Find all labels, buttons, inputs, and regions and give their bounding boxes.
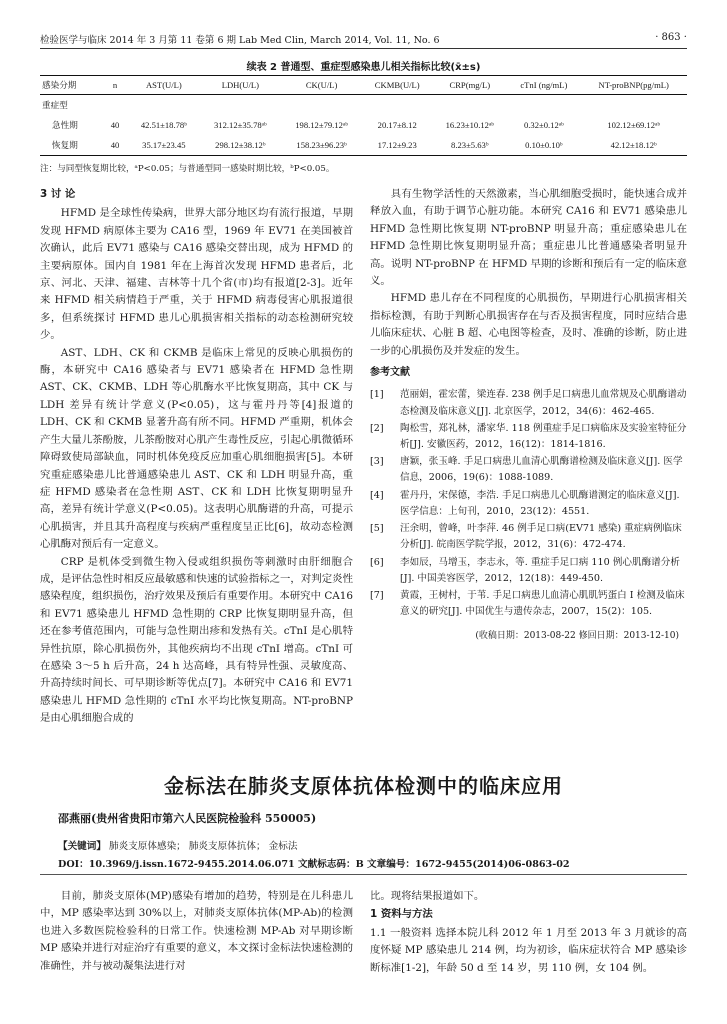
table-cell: 298.12±38.12ᵇ	[200, 135, 281, 156]
section-heading: 3 讨 论	[40, 188, 76, 200]
body-paragraph: CRP 是机体受到微生物入侵或组织损伤等刺激时由肝细胞合成，是评估急性时相反应最敏感和快速的试验指标之一，对判定炎性感染程度，组织损伤，治疗效果及预后有重要作用。本研究中 CA16 和 EV71 感染患儿 HFMD 急性期的 CRP 比恢复期明显升高，但还在参考值范围内，可能与急性期出疹和发热有关。cTnI 是心肌特异性抗原，除心肌损伤外，其他疾病均不出现 cTnI 增高。cTnI 可在感染 3～5 h 后升高，24 h 达高峰，具有特异性强、灵敏度高、升高持续时间长、可早期诊断等优点[7]。本研究中 CA16 和 EV71 感染患儿 HFMD 急性期的 cTnI 水平均比恢复期高。NT-proBNP 是由心肌细胞合成的	[40, 555, 353, 725]
col-header: NT-proBNP(pg/mL)	[580, 76, 687, 95]
body-paragraph: 具有生物学活性的天然激素，当心肌细胞受损时，能快速合成并释放入血，有助于调节心脏功能。本研究 CA16 和 EV71 感染患儿 HFMD 急性期比恢复期 NT-proBNP 明显升高；重症感染患儿在 HFMD 急性期比恢复期明显升高；重症患儿比普通感染者明显升高。说明 NT-proBNP 在 HFMD 早期的诊断和预后有一定的临床意义。	[370, 188, 687, 288]
table-cell: 35.17±23.45	[128, 135, 200, 156]
body-paragraph: AST、LDH、CK 和 CKMB 是临床上常见的反映心肌损伤的酶，本研究中 CA16 感染者与 EV71 感染者在 HFMD 急性期 AST、CK、CKMB、LDH 等心肌酶水平比恢复期高，其中 CK 与 LDH 差异有统计学意义(P<0.05)，这与霍丹丹等[4]报道的 LDH、CK 和 CKMB 显著升高有所不同。HFMD 严重期，机体会产生大量儿茶酚胺，儿茶酚胺对心肌产生毒性反应，引起心肌微循环障碍致使局部缺血，同时机体免疫反应加重心肌细胞损害[5]。本研究重症感染患儿比普通感染患儿 AST、CK 和 LDH 明显升高，重症 HFMD 感染者在急性期 AST、CK 和 LDH 比恢复期明显升高，差异有统计学意义(P<0.05)。这表明心肌酶谱的升高，可提示心肌损害，并且其升高程度与疾病严重程度呈正比[6]，故动态检测心肌酶对预后有一定意义。	[40, 346, 353, 551]
keywords-line	[58, 838, 297, 852]
table-cell: 40	[102, 135, 128, 156]
table-note: 注：与同型恢复期比较，ᵃP<0.05；与普通型同一感染时期比较，ᵇP<0.05。	[40, 164, 335, 174]
divider	[40, 874, 687, 875]
table-header-row	[40, 76, 687, 95]
section-heading: 1 资料与方法	[370, 908, 433, 921]
group-label: 重症型	[42, 100, 68, 110]
journal-info: 检验医学与临床 2014 年 3 月第 11 卷第 6 期 Lab Med Clin, March 2014, Vol. 11, No. 6	[40, 35, 440, 46]
table-row	[40, 135, 687, 156]
table-cell: 0.10±0.10ᵇ	[507, 135, 580, 156]
page-number: · 863 ·	[655, 32, 687, 43]
reference-item	[370, 421, 687, 453]
table-cell: 312.12±35.78ᵃᵇ	[213, 120, 267, 130]
table-cell: 0.32±0.12ᵃᵇ	[523, 120, 564, 130]
reference-text: 霍丹丹，宋保德，李浩. 手足口病患儿心肌酶谱测定的临床意义[J]. 医学信息：上旬刊，2010，23(12)：4551.	[400, 489, 680, 517]
table-cell: 16.23±10.12ᵃᵇ	[445, 120, 494, 130]
col-header: cTnI (ng/mL)	[507, 76, 580, 95]
reference-item	[370, 555, 687, 587]
reference-item	[370, 588, 687, 620]
table-cell: 8.23±5.63ᵇ	[432, 135, 507, 156]
col-header: CK(U/L)	[281, 76, 362, 95]
reference-text: 唐颖，张玉峰. 手足口病患儿血清心肌酶谱检测及临床意义[J]. 医学信息，2006，19(6)：1088-1089.	[400, 456, 683, 484]
right-column	[370, 186, 687, 646]
reference-number: [7]	[370, 589, 384, 601]
reference-text: 陶松雪，郑礼林，潘家华. 118 例重症手足口病临床及实验室特征分析[J]. 安徽医药，2012，16(12)：1814-1816.	[400, 422, 687, 451]
col-header: 感染分期	[40, 76, 102, 95]
reference-number: [4]	[370, 489, 384, 501]
table-cell: 158.23±96.23ᵇ	[281, 135, 362, 156]
article2-left-column	[40, 888, 353, 975]
table-cell: 急性期	[52, 120, 78, 130]
author-line: 邵燕丽(贵州省贵阳市第六人民医院检验科 550005)	[58, 812, 317, 825]
received-dates: (收稿日期：2013-08-22 修回日期：2013-12-10)	[475, 631, 679, 642]
col-header: CKMB(U/L)	[362, 76, 432, 95]
col-header: n	[102, 76, 128, 95]
body-paragraph: HFMD 是全球性传染病，世界大部分地区均有流行报道，早期发现 HFMD 病原体主要为 CA16 型，1969 年 EV71 在美国被首次确认，此后 EV71 感染与 CA16 感染交替出现，成为 HFMD 的主要病原体。国内自 1981 年在上海首次发现 HFMD 患者后，北京、河北、天津、福建、吉林等十几个省(市)均有报道[2-3]。近年来 HFMD 相关病情趋于严重，关于 HFMD 病毒侵害心肌报道很多，但系统探讨 HFMD 患儿心肌损害相关指标的动态检测研究较少。	[40, 207, 353, 342]
table-cell: 42.51±18.78ᵇ	[140, 120, 187, 130]
reference-text: 汪余明，曾峰，叶李萍. 46 例手足口病(EV71 感染) 重症病例临床分析[J]. 皖南医学院学报，2012，31(6)：472-474.	[400, 523, 682, 551]
table-cell: 17.12±9.23	[362, 135, 432, 156]
keywords-text: 肺炎支原体感染； 肺炎支原体抗体； 金标法	[109, 841, 298, 852]
body-paragraph: HFMD 患儿存在不同程度的心肌损伤，早期进行心肌损害相关指标检测，有助于判断心肌损害存在与否及损害程度，同时应结合患儿临床症状、心脏 B 超、心电图等检查，及时、准确的诊断，防止进一步的心肌损伤及并发症的发生。	[370, 292, 687, 357]
table-cell: 40	[110, 120, 120, 130]
article-title: 金标法在肺炎支原体抗体检测中的临床应用	[164, 774, 563, 798]
reference-number: [2]	[370, 422, 384, 434]
reference-number: [5]	[370, 523, 384, 535]
reference-number: [1]	[370, 389, 384, 401]
col-header: LDH(U/L)	[200, 76, 281, 95]
table-cell: 42.12±18.12ᵇ	[580, 135, 687, 156]
table-group-row	[40, 95, 687, 116]
table-caption: 续表 2 普通型、重症型感染患儿相关指标比较(x̄±s)	[246, 62, 481, 73]
table-cell: 20.17±8.12	[377, 120, 417, 130]
reference-item	[370, 454, 687, 486]
results-table	[40, 75, 687, 156]
reference-text: 李如辰，马增玉，李志永，等. 重症手足口病 110 例心肌酶谱分析[J]. 中国美容医学，2012，12(18)：449-450.	[400, 556, 680, 584]
article2-right-column	[370, 888, 687, 977]
table-row	[40, 115, 687, 135]
reference-item	[370, 387, 687, 419]
reference-item	[370, 488, 687, 520]
col-header: AST(U/L)	[128, 76, 200, 95]
reference-number: [3]	[370, 456, 384, 468]
running-header	[40, 32, 687, 49]
reference-text: 范丽娟，霍宏蕾，梁连春. 238 例手足口病患儿血常规及心肌酶谱动态检测及临床意义[J]. 北京医学，2012，34(6)：462-465.	[400, 389, 687, 417]
table-cell: 102.12±69.12ᵃᵇ	[607, 120, 661, 130]
table-cell: 恢复期	[40, 135, 102, 156]
left-column	[40, 186, 353, 728]
reference-item	[370, 521, 687, 553]
body-line: 比。现将结果报道如下。	[370, 890, 485, 902]
reference-text: 黄霞，王树村，于苇. 手足口病患儿血清心肌肌钙蛋白 I 检测及临床意义的研究[J]. 中国优生与遗传杂志，2007，15(2)：105.	[400, 589, 685, 618]
col-header: CRP(mg/L)	[432, 76, 507, 95]
body-paragraph: 目前，肺炎支原体(MP)感染有增加的趋势，特别是在儿科患儿中，MP 感染率达到 30%以上，对肺炎支原体抗体(MP-Ab)的检测也进入多数医院检验科的日常工作。快速检测 MP-Ab 对早期诊断 MP 感染并进行对症治疗有重要的意义，本文探讨金标法快速检测的准确性，并与被动凝集法进行对	[40, 890, 353, 972]
keywords-label: 【关键词】	[58, 841, 106, 852]
body-paragraph: 1.1 一般资料 选择本院儿科 2012 年 1 月至 2013 年 3 月就诊的高度怀疑 MP 感染患儿 214 例，均为初诊，临床症状符合 MP 感染诊断标准[1-2]，年龄 50 d 至 14 岁，男 110 例，女 104 例。	[370, 926, 687, 974]
references-heading: 参考文献	[370, 367, 410, 379]
table-cell: 198.12±79.12ᵃᵇ	[295, 120, 348, 130]
reference-number: [6]	[370, 556, 384, 568]
doi-line: DOI：10.3969/j.issn.1672-9455.2014.06.071 文献标志码：B 文章编号：1672-9455(2014)06-0863-02	[58, 859, 570, 870]
